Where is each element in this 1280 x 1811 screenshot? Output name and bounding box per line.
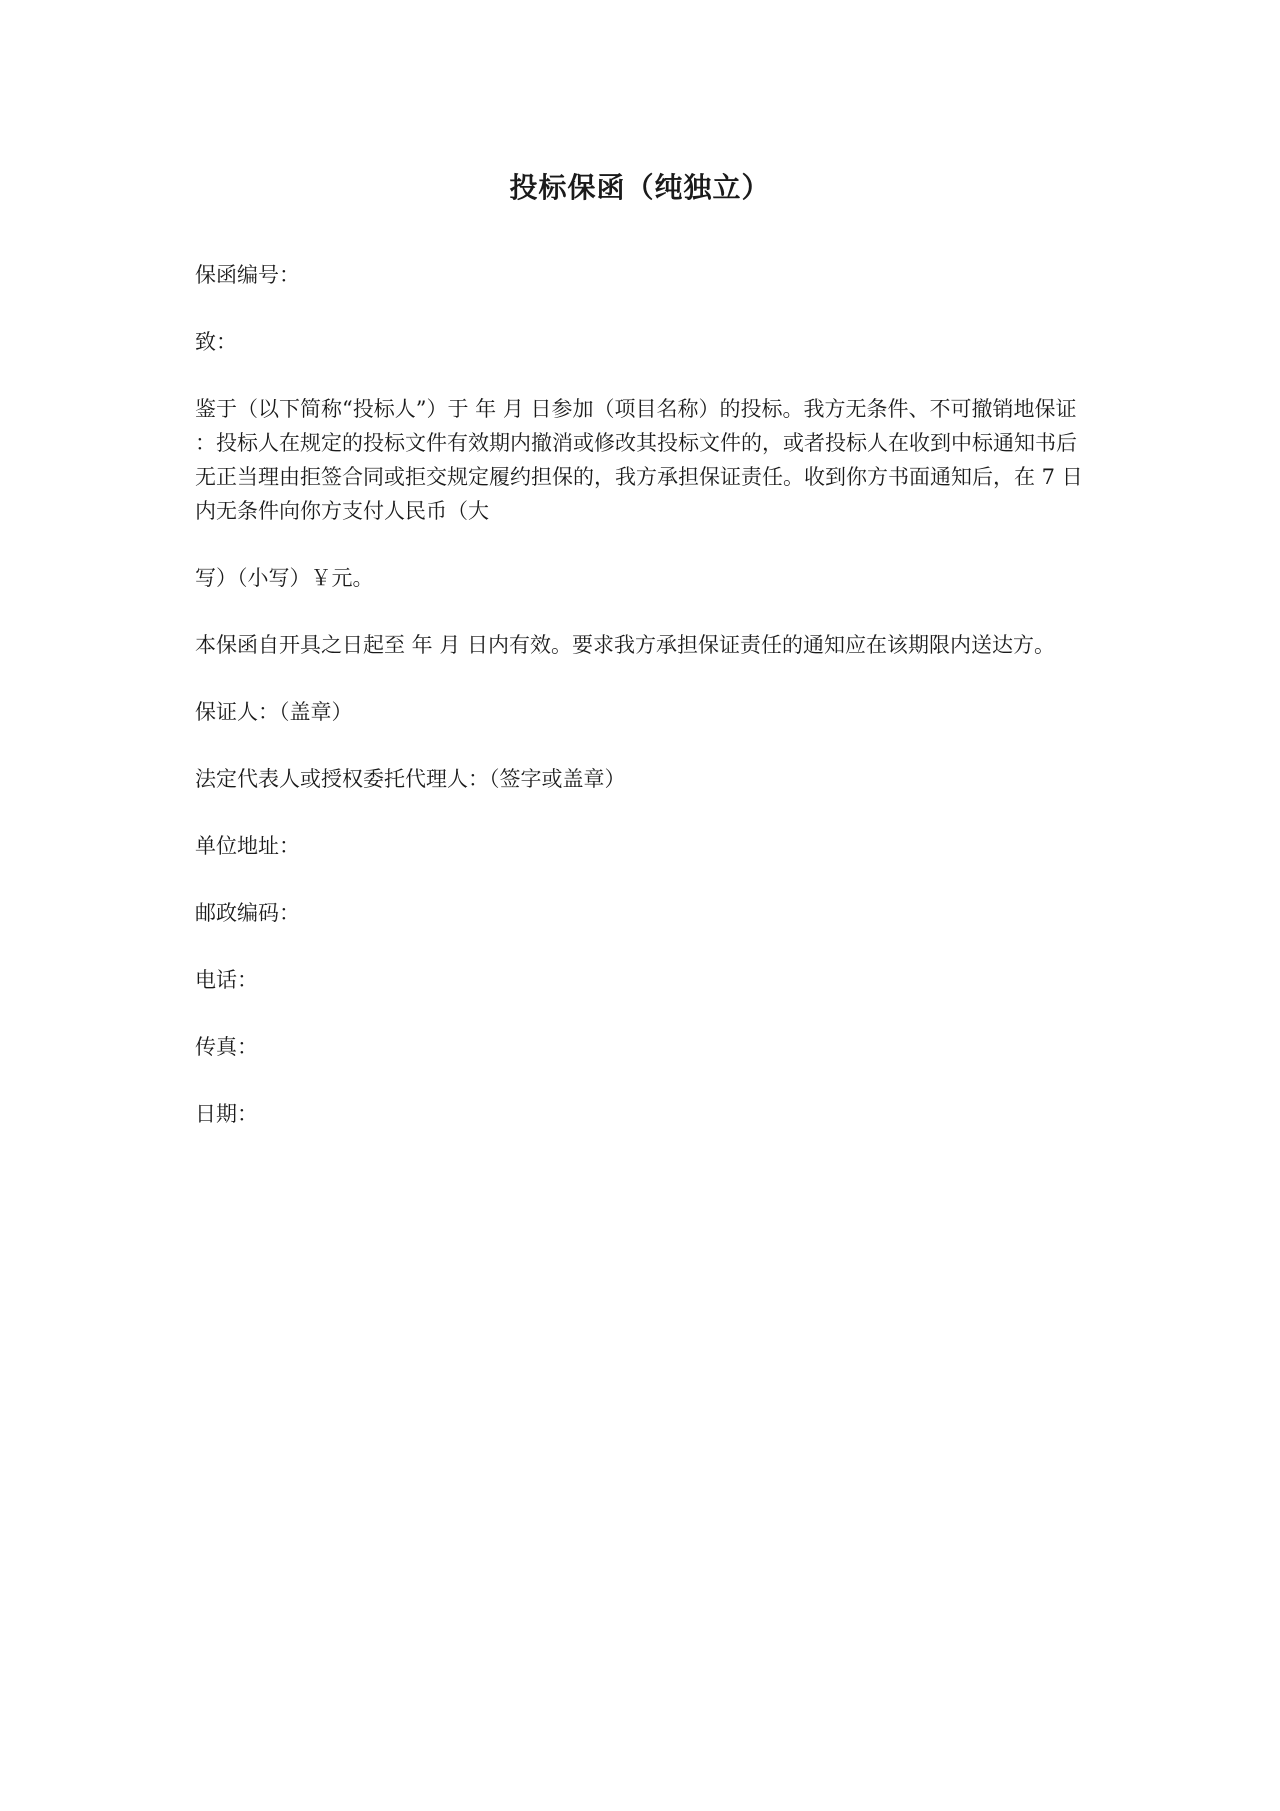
recipient-label: 致： [195, 330, 237, 354]
date-label: 日期： [195, 1102, 258, 1126]
guarantee-terms-paragraph: 鉴于（以下简称“投标人”）于 年 月 日参加（项目名称）的投标。我方无条件、不可撤销地保证：投标人在规定的投标文件有效期内撤消或修改其投标文件的，或者投标人在收到中标通知书后无正当理由拒签合同或拒交规定履约担保的，我方承担保证责任。收到你方书面通知后，在 7 日内无条件向你方支付人民币（大 [195, 397, 1083, 523]
fax-label: 传真： [195, 1035, 258, 1059]
document-title: 投标保函（纯独立） [509, 171, 771, 204]
guarantee-number-label: 保函编号： [195, 263, 300, 287]
phone-label: 电话： [195, 968, 258, 992]
document-body [195, 258, 1095, 1164]
legal-representative-label: 法定代表人或授权委托代理人：（签字或盖章） [195, 767, 626, 791]
address-label: 单位地址： [195, 834, 300, 858]
amount-line: 写）（小写）￥元。 [195, 566, 374, 590]
postal-code-label: 邮政编码： [195, 901, 300, 925]
validity-line: 本保函自开具之日起至 年 月 日内有效。要求我方承担保证责任的通知应在该期限内送达方。 [195, 633, 1056, 657]
guarantor-label: 保证人：（盖章） [195, 700, 353, 724]
